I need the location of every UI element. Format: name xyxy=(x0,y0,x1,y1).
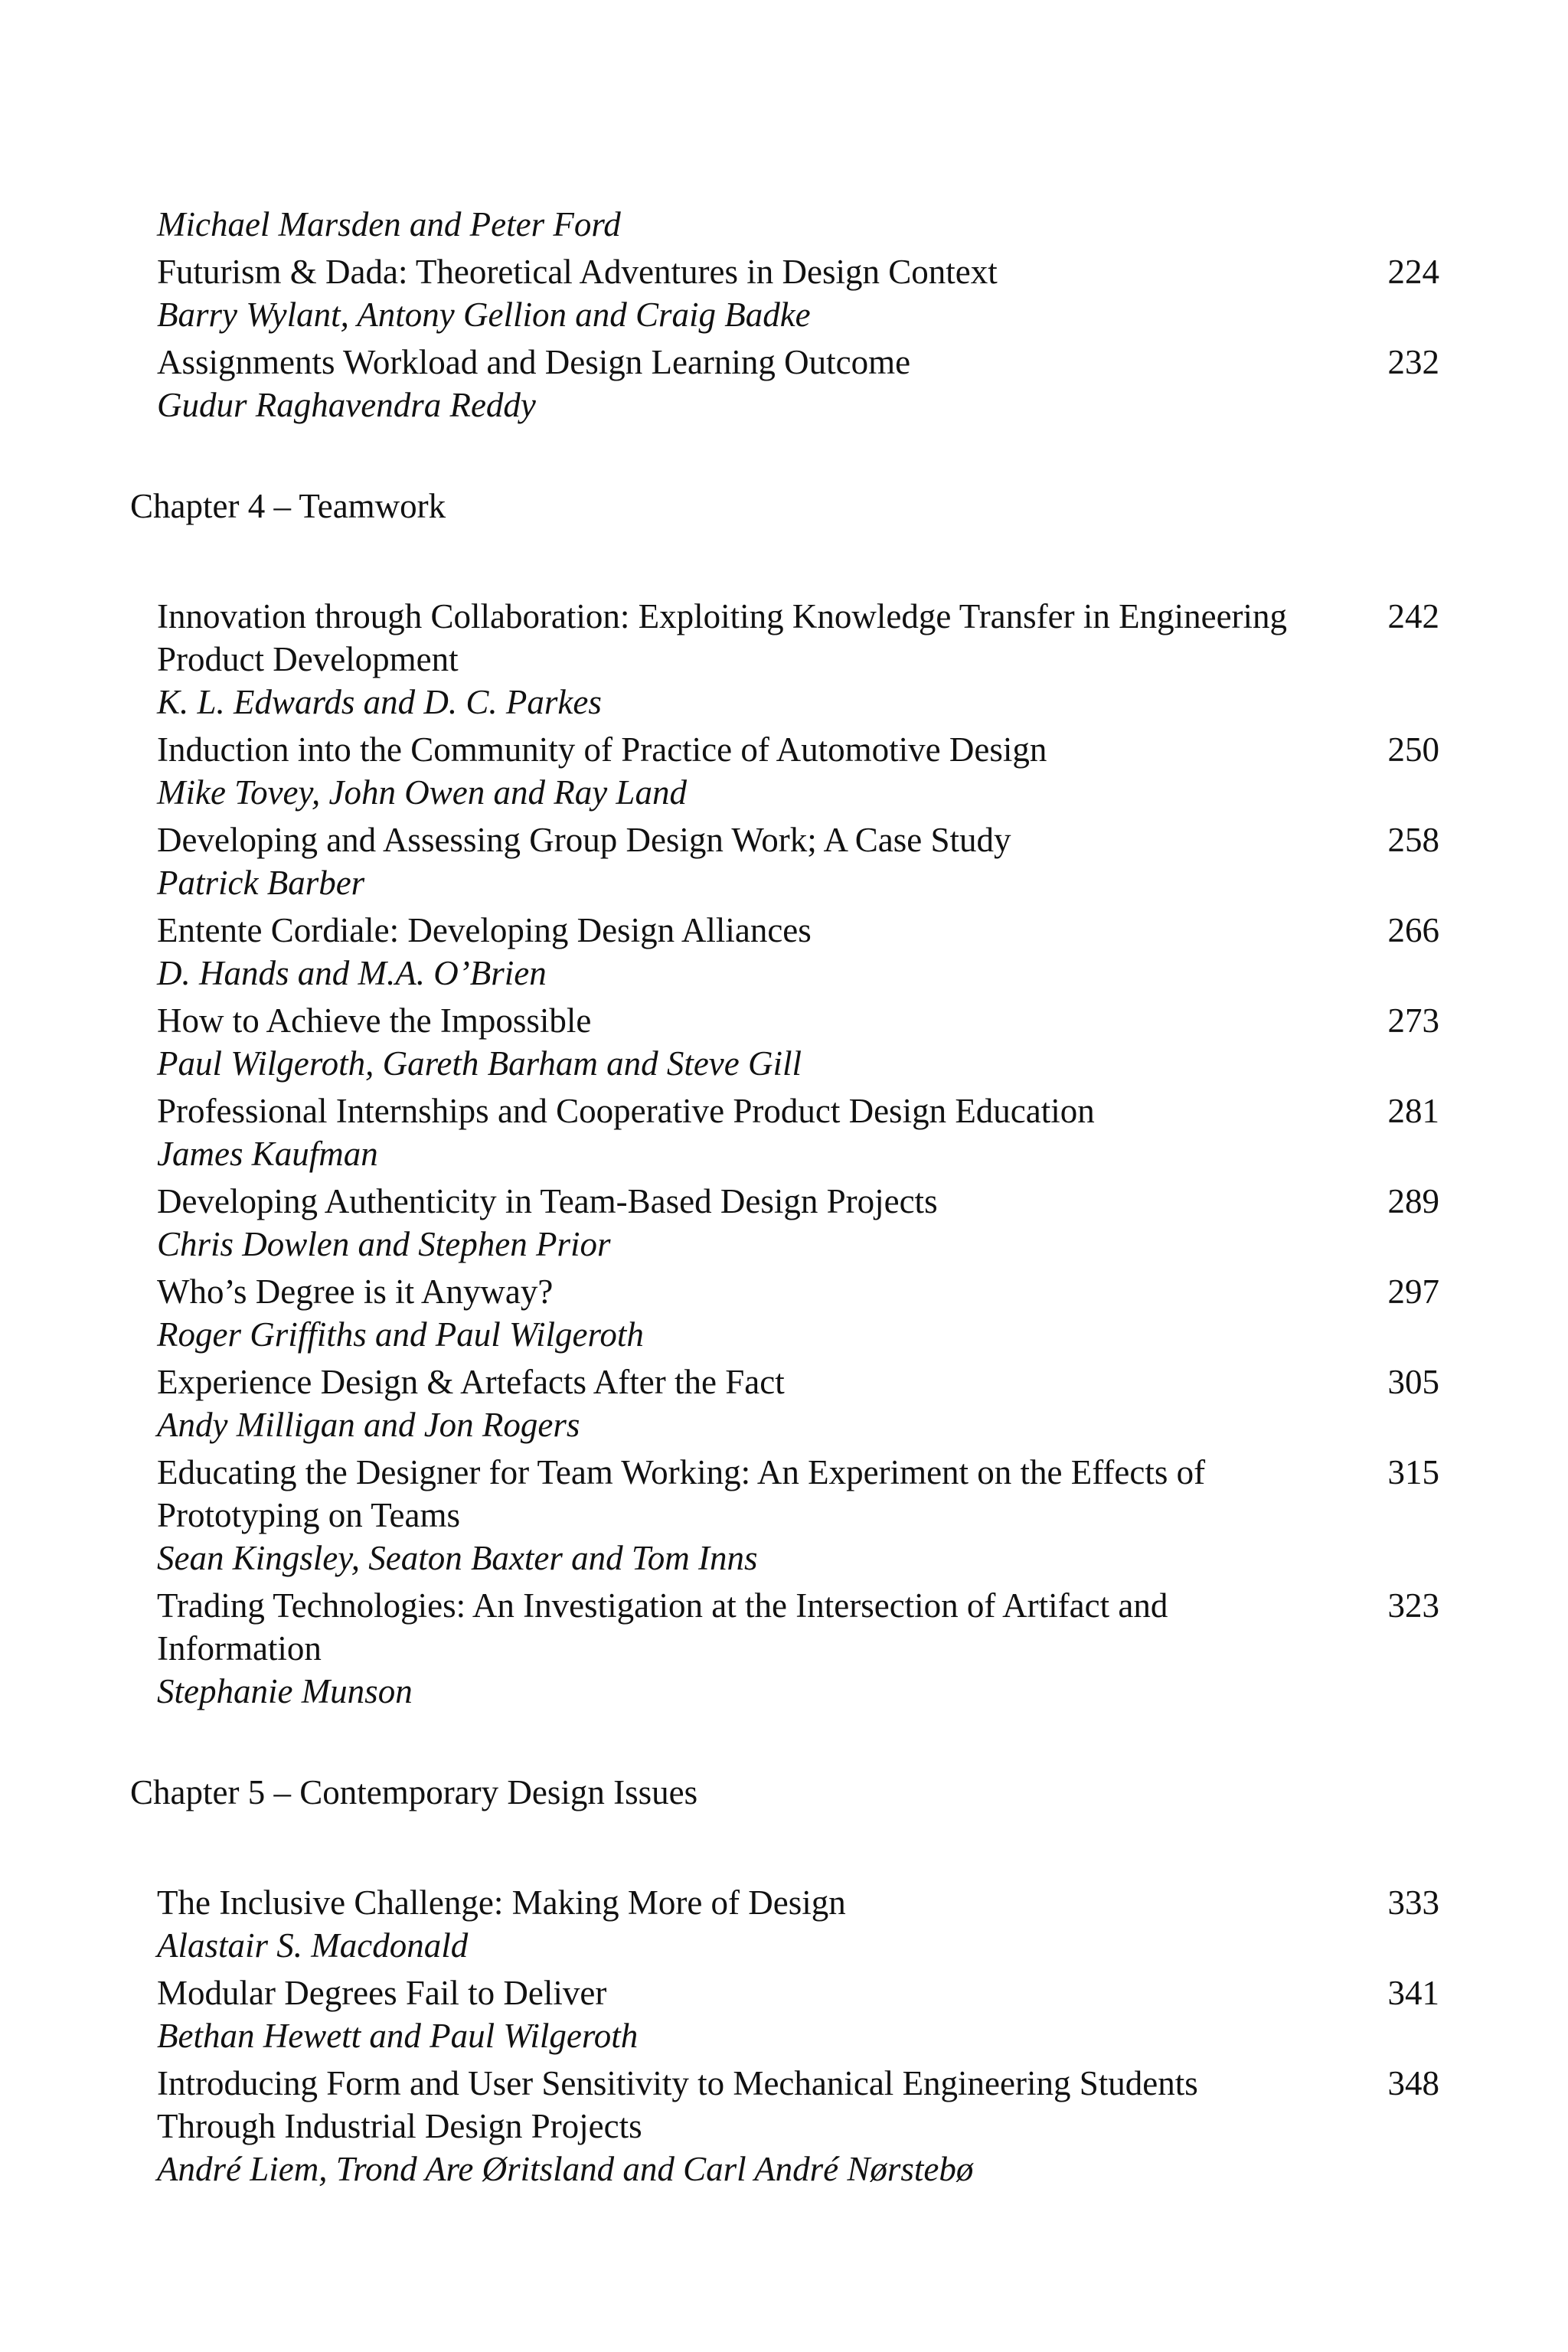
entry-title: Experience Design & Artefacts After the Fact xyxy=(157,1363,785,1401)
entry-title: Information xyxy=(157,1629,322,1668)
entry-authors: Mike Tovey, John Owen and Ray Land xyxy=(157,773,687,812)
entry-page-number: 242 xyxy=(1387,597,1439,635)
entry-authors: Sean Kingsley, Seaton Baxter and Tom Inns xyxy=(157,1539,758,1577)
entry-authors: Alastair S. Macdonald xyxy=(157,1926,469,1965)
entry-authors: Paul Wilgeroth, Gareth Barham and Steve Gill xyxy=(157,1044,802,1083)
entry-title: Who’s Degree is it Anyway? xyxy=(157,1272,554,1311)
chapter-heading: Chapter 4 – Teamwork xyxy=(130,487,446,525)
entry-page-number: 232 xyxy=(1387,343,1439,381)
entry-authors: K. L. Edwards and D. C. Parkes xyxy=(157,683,602,721)
entry-title: The Inclusive Challenge: Making More of Design xyxy=(157,1883,846,1922)
entry-authors: D. Hands and M.A. O’Brien xyxy=(157,954,547,992)
entry-authors: Roger Griffiths and Paul Wilgeroth xyxy=(157,1315,644,1354)
entry-title: Introducing Form and User Sensitivity to Mechanical Engineering Students xyxy=(157,2064,1198,2102)
entry-authors: Barry Wylant, Antony Gellion and Craig Badke xyxy=(157,296,811,334)
entry-authors: James Kaufman xyxy=(157,1135,378,1173)
entry-title: Futurism & Dada: Theoretical Adventures in Design Context xyxy=(157,253,998,291)
entry-page-number: 333 xyxy=(1387,1883,1439,1922)
entry-title: How to Achieve the Impossible xyxy=(157,1001,592,1040)
entry-title: Innovation through Collaboration: Exploiting Knowledge Transfer in Engineering xyxy=(157,597,1288,635)
entry-title: Product Development xyxy=(157,640,459,678)
entry-page-number: 266 xyxy=(1387,911,1439,949)
entry-title: Developing Authenticity in Team-Based Design Projects xyxy=(157,1182,938,1220)
entry-title: Prototyping on Teams xyxy=(157,1496,461,1534)
entry-title: Modular Degrees Fail to Deliver xyxy=(157,1974,607,2012)
chapter-heading: Chapter 5 – Contemporary Design Issues xyxy=(130,1773,698,1811)
entry-title: Trading Technologies: An Investigation at the Intersection of Artifact and xyxy=(157,1586,1168,1625)
entry-page-number: 250 xyxy=(1387,730,1439,769)
entry-authors: Andy Milligan and Jon Rogers xyxy=(157,1406,580,1444)
entry-page-number: 323 xyxy=(1387,1586,1439,1625)
entry-page-number: 341 xyxy=(1387,1974,1439,2012)
entry-page-number: 289 xyxy=(1387,1182,1439,1220)
entry-title: Assignments Workload and Design Learning Outcome xyxy=(157,343,911,381)
entry-title: Professional Internships and Cooperative Product Design Education xyxy=(157,1092,1095,1130)
entry-page-number: 297 xyxy=(1387,1272,1439,1311)
entry-authors: Michael Marsden and Peter Ford xyxy=(157,205,621,243)
entry-page-number: 315 xyxy=(1387,1453,1439,1491)
entry-authors: Chris Dowlen and Stephen Prior xyxy=(157,1225,611,1263)
entry-authors: André Liem, Trond Are Øritsland and Carl André Nørstebø xyxy=(157,2150,974,2188)
entry-page-number: 224 xyxy=(1387,253,1439,291)
entry-title: Developing and Assessing Group Design Work; A Case Study xyxy=(157,821,1011,859)
entry-title: Induction into the Community of Practice of Automotive Design xyxy=(157,730,1047,769)
entry-page-number: 273 xyxy=(1387,1001,1439,1040)
entry-authors: Patrick Barber xyxy=(157,864,365,902)
entry-title: Entente Cordiale: Developing Design Alliances xyxy=(157,911,812,949)
entry-page-number: 258 xyxy=(1387,821,1439,859)
entry-page-number: 348 xyxy=(1387,2064,1439,2102)
entry-authors: Stephanie Munson xyxy=(157,1672,413,1710)
entry-authors: Gudur Raghavendra Reddy xyxy=(157,386,536,424)
entry-title: Through Industrial Design Projects xyxy=(157,2107,642,2145)
entry-title: Educating the Designer for Team Working: An Experiment on the Effects of xyxy=(157,1453,1206,1491)
entry-page-number: 281 xyxy=(1387,1092,1439,1130)
entry-page-number: 305 xyxy=(1387,1363,1439,1401)
entry-authors: Bethan Hewett and Paul Wilgeroth xyxy=(157,2017,639,2055)
